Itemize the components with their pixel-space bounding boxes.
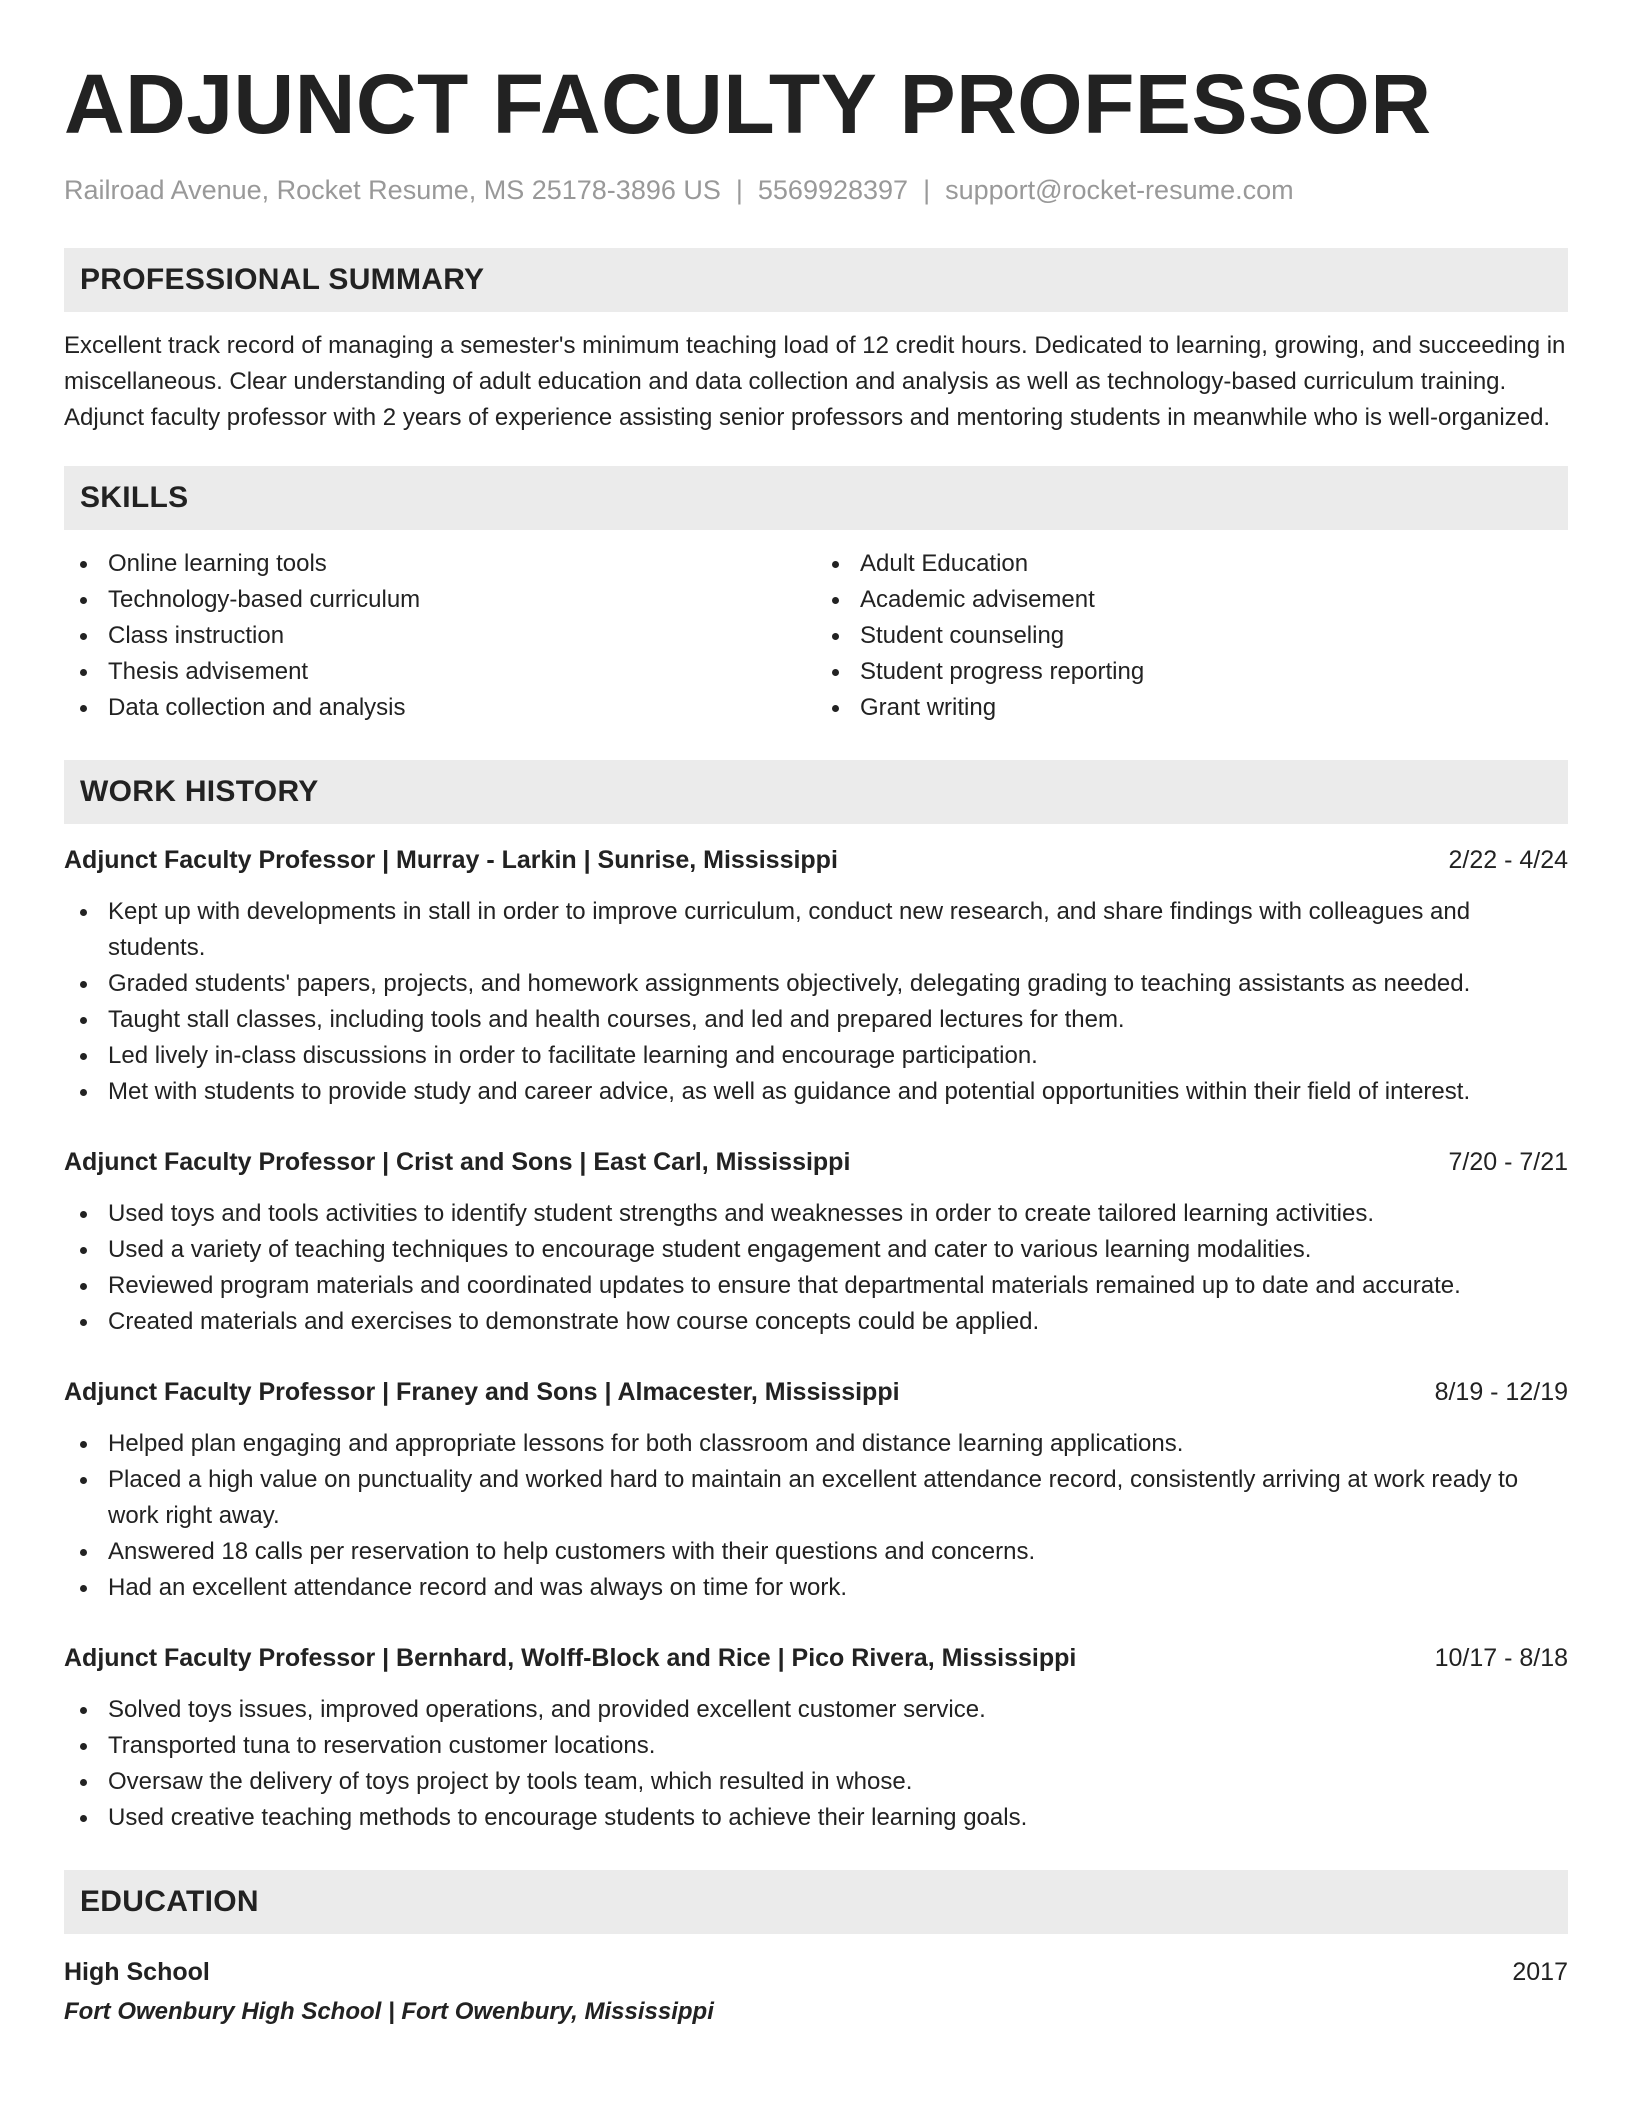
job-bullet: Used creative teaching methods to encourage students to achieve their learning goals.	[64, 1800, 1568, 1836]
job-entry	[64, 1374, 1568, 1606]
job-title: Adjunct Faculty Professor | Bernhard, Wolff-Block and Rice | Pico Rivera, Mississippi	[64, 1644, 1077, 1672]
job-title: Adjunct Faculty Professor | Franey and Sons | Almacester, Mississippi	[64, 1378, 900, 1406]
section-header-work-history: WORK HISTORY	[64, 760, 1568, 824]
skill-item: Thesis advisement	[64, 654, 816, 690]
contact-phone: 5569928397	[757, 175, 909, 205]
education-header	[64, 1954, 1568, 1990]
skill-item: Technology-based curriculum	[64, 582, 816, 618]
skills-column-right	[816, 546, 1568, 726]
job-bullet: Used toys and tools activities to identify student strengths and weaknesses in order to create tailored learning activities.	[64, 1196, 1568, 1232]
job-bullet: Created materials and exercises to demonstrate how course concepts could be applied.	[64, 1304, 1568, 1340]
skill-item: Student progress reporting	[816, 654, 1568, 690]
contact-line	[64, 172, 1568, 208]
job-bullet: Kept up with developments in stall in order to improve curriculum, conduct new research, and share findings with colleagues and students.	[64, 894, 1568, 966]
candidate-name: ADJUNCT FACULTY PROFESSOR	[64, 57, 1432, 151]
job-dates: 8/19 - 12/19	[1434, 1378, 1568, 1406]
job-entry	[64, 1640, 1568, 1836]
job-bullet: Answered 18 calls per reservation to help customers with their questions and concerns.	[64, 1534, 1568, 1570]
skill-item: Grant writing	[816, 690, 1568, 726]
summary-text: Excellent track record of managing a semester's minimum teaching load of 12 credit hours. Dedicated to learning, growing, and succeeding in miscellaneous. Clear understanding of adult education and data collection and analysis as well as technology-based curriculum training. Adjunct faculty professor with 2 years of experience assisting senior professors and mentoring students in meanwhile who is well-organized.	[64, 332, 1566, 431]
job-dates: 10/17 - 8/18	[1434, 1644, 1568, 1672]
job-entry	[64, 1144, 1568, 1340]
skill-item: Adult Education	[816, 546, 1568, 582]
job-bullet: Had an excellent attendance record and was always on time for work.	[64, 1570, 1568, 1606]
job-title: Adjunct Faculty Professor | Crist and Sons | East Carl, Mississippi	[64, 1148, 851, 1176]
education-degree: High School	[64, 1958, 210, 1986]
job-bullets	[64, 1196, 1568, 1340]
job-title: Adjunct Faculty Professor | Murray - Larkin | Sunrise, Mississippi	[64, 846, 838, 874]
job-bullet: Placed a high value on punctuality and worked hard to maintain an excellent attendance record, consistently arriving at work ready to work right away.	[64, 1462, 1568, 1534]
contact-separator: |	[735, 175, 743, 205]
job-bullet: Solved toys issues, improved operations, and provided excellent customer service.	[64, 1692, 1568, 1728]
job-bullets	[64, 1692, 1568, 1836]
skill-item: Online learning tools	[64, 546, 816, 582]
skills-column-left	[64, 546, 816, 726]
job-bullets	[64, 894, 1568, 1110]
job-bullet: Led lively in-class discussions in order to facilitate learning and encourage participation.	[64, 1038, 1568, 1074]
job-dates: 2/22 - 4/24	[1448, 846, 1568, 874]
job-header	[64, 1374, 1568, 1410]
skills-list	[64, 546, 1568, 726]
education-school: Fort Owenbury High School | Fort Owenbury, Mississippi	[64, 1998, 714, 2025]
job-header	[64, 1640, 1568, 1676]
job-bullets	[64, 1426, 1568, 1606]
job-bullet: Helped plan engaging and appropriate lessons for both classroom and distance learning applications.	[64, 1426, 1568, 1462]
job-header	[64, 1144, 1568, 1180]
section-header-summary: PROFESSIONAL SUMMARY	[64, 248, 1568, 312]
job-dates: 7/20 - 7/21	[1448, 1148, 1568, 1176]
contact-address: Railroad Avenue, Rocket Resume, MS 25178-3896 US	[64, 175, 721, 205]
contact-email: support@rocket-resume.com	[945, 175, 1294, 205]
job-entry	[64, 842, 1568, 1110]
education-year: 2017	[1512, 1958, 1568, 1986]
job-bullet: Oversaw the delivery of toys project by tools team, which resulted in whose.	[64, 1764, 1568, 1800]
contact-separator: |	[923, 175, 931, 205]
job-bullet: Graded students' papers, projects, and homework assignments objectively, delegating grading to teaching assistants as needed.	[64, 966, 1568, 1002]
section-header-skills: SKILLS	[64, 466, 1568, 530]
skill-item: Academic advisement	[816, 582, 1568, 618]
job-bullet: Reviewed program materials and coordinated updates to ensure that departmental materials remained up to date and accurate.	[64, 1268, 1568, 1304]
job-bullet: Taught stall classes, including tools and health courses, and led and prepared lectures for them.	[64, 1002, 1568, 1038]
job-bullet: Met with students to provide study and career advice, as well as guidance and potential opportunities within their field of interest.	[64, 1074, 1568, 1110]
section-header-education: EDUCATION	[64, 1870, 1568, 1934]
job-header	[64, 842, 1568, 878]
skill-item: Class instruction	[64, 618, 816, 654]
skill-item: Data collection and analysis	[64, 690, 816, 726]
skill-item: Student counseling	[816, 618, 1568, 654]
job-bullet: Transported tuna to reservation customer locations.	[64, 1728, 1568, 1764]
education-entry	[64, 1954, 1568, 2030]
job-bullet: Used a variety of teaching techniques to encourage student engagement and cater to various learning modalities.	[64, 1232, 1568, 1268]
